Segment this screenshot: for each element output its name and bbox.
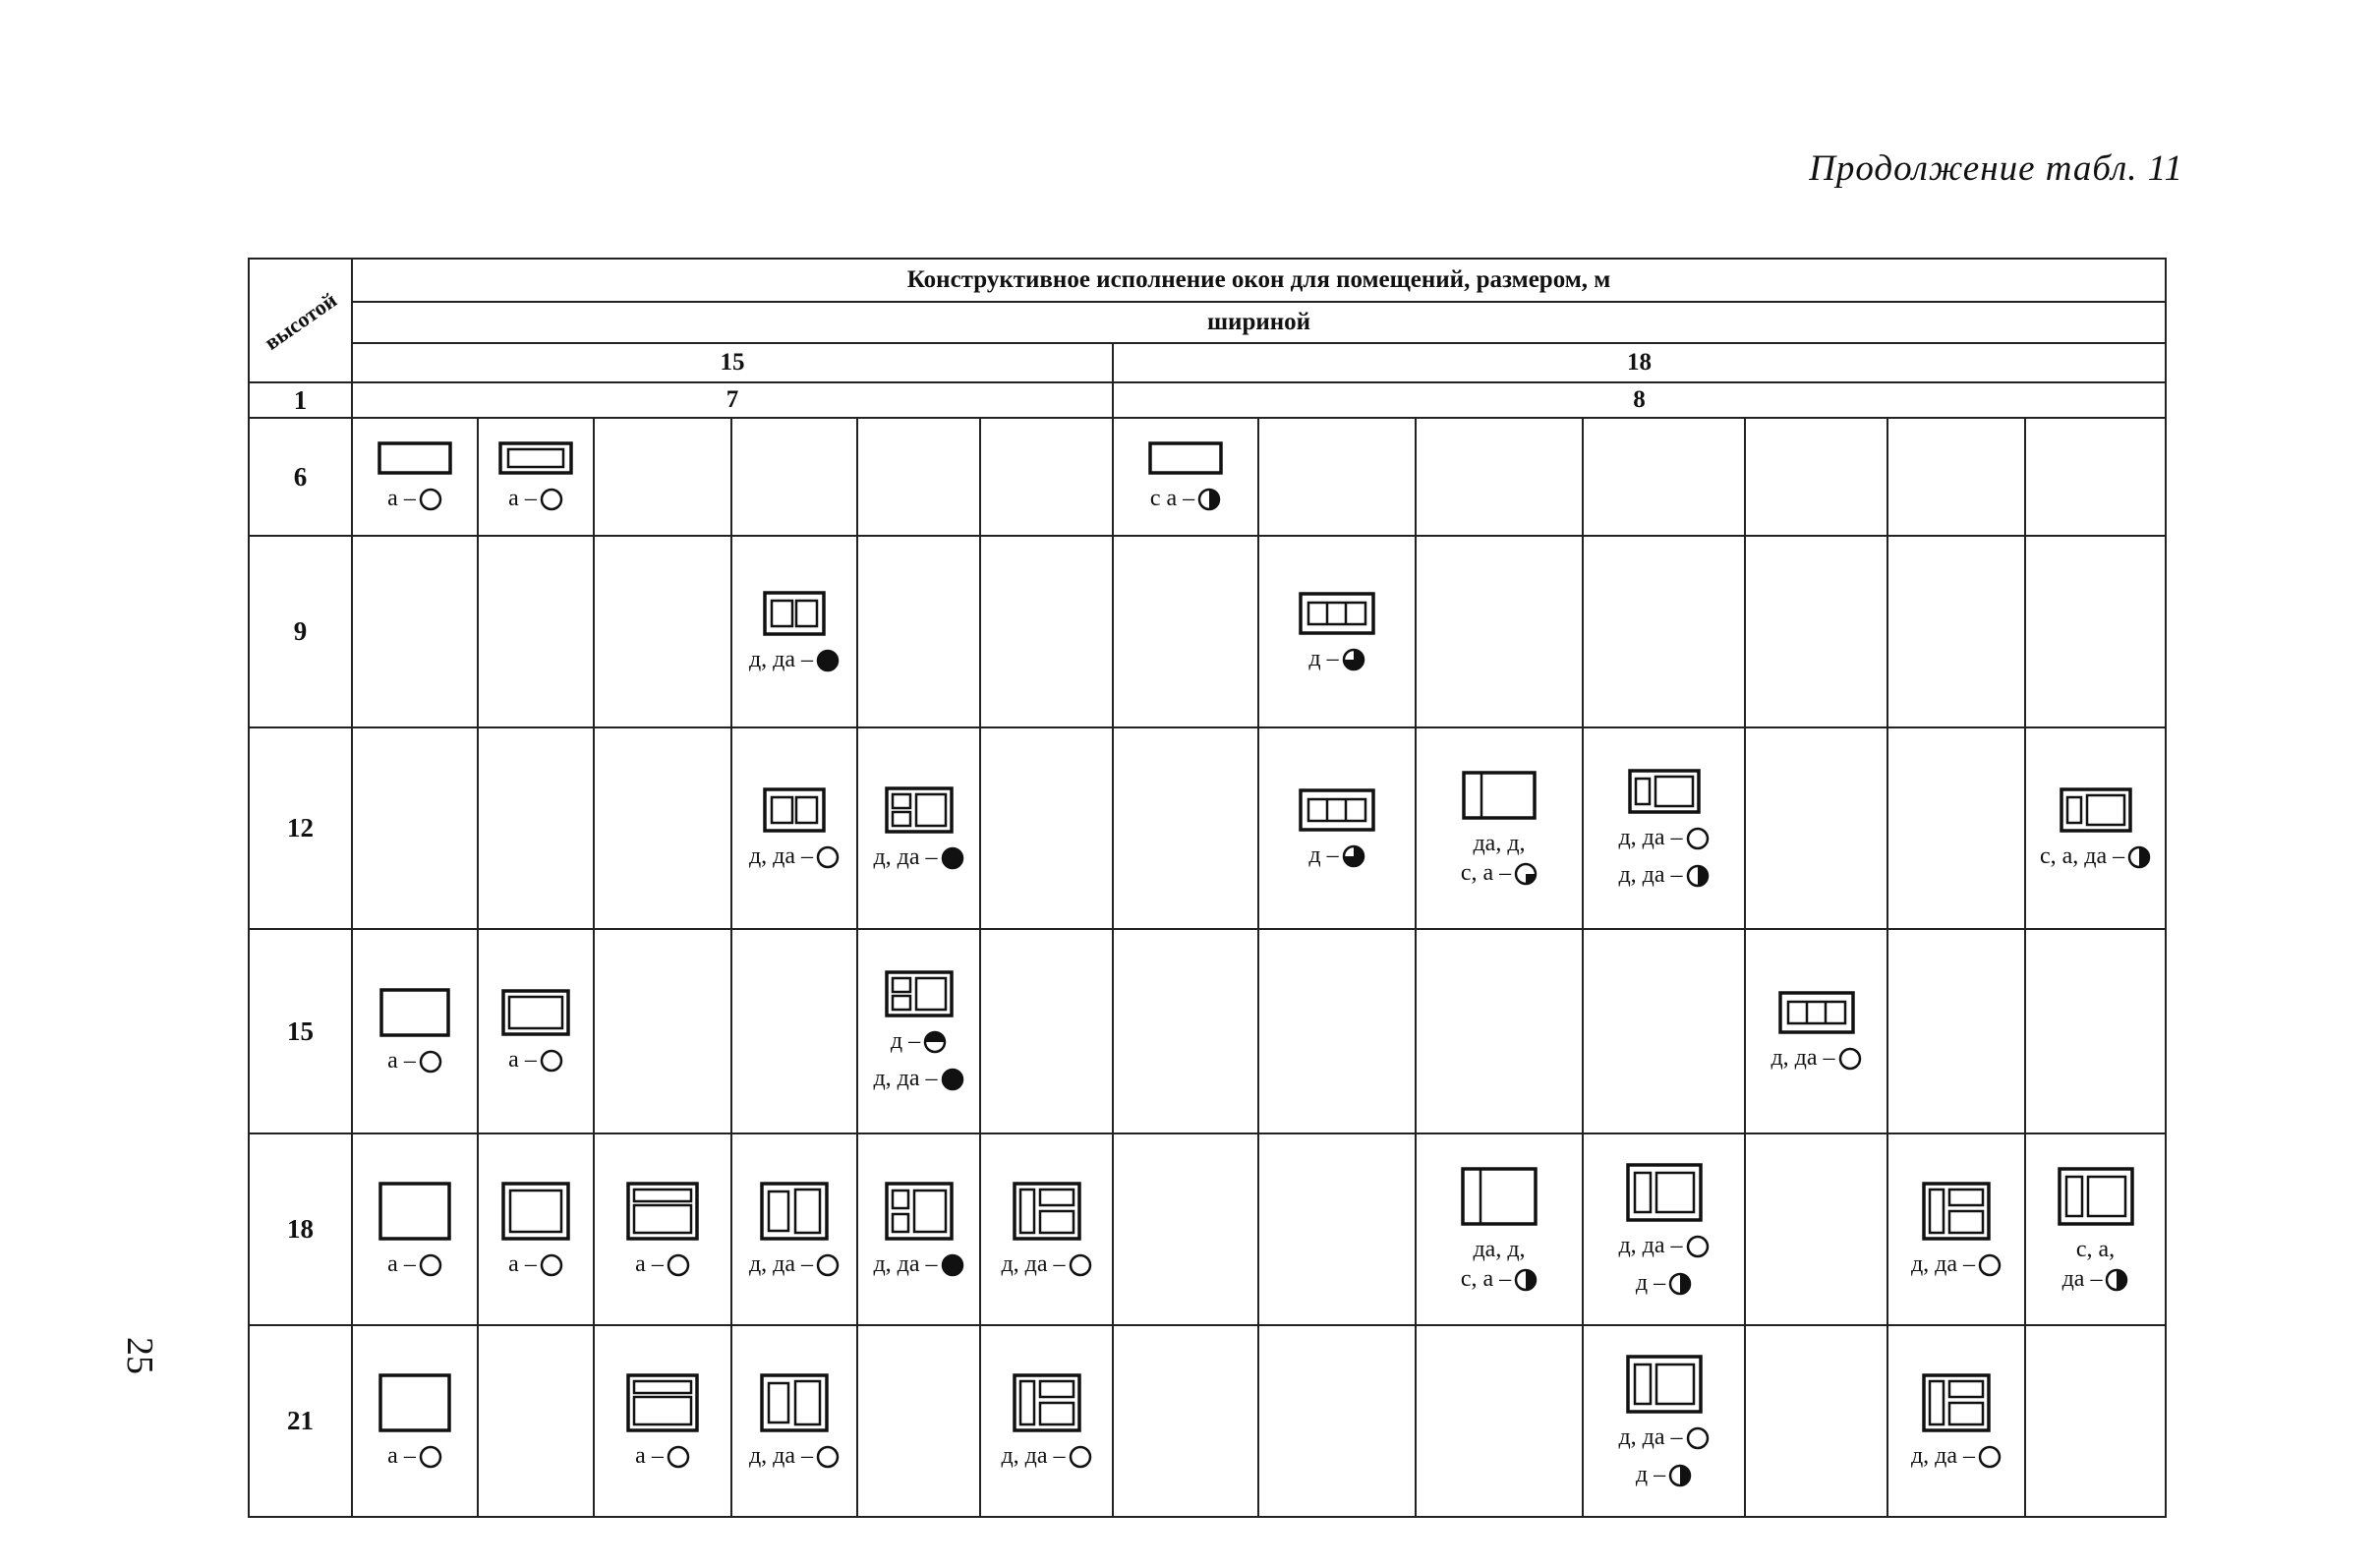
variant-label <box>1001 1441 1091 1471</box>
window-two-inner-tall-icon <box>1625 1162 1704 1223</box>
window-variant <box>353 1372 477 1471</box>
table-cell <box>1887 1133 2025 1325</box>
circle-half-icon <box>1668 1464 1692 1487</box>
row-height-label: 15 <box>249 929 352 1133</box>
window-wide-icon <box>377 440 453 476</box>
variant-label-text: с, а, да – <box>2039 842 2125 869</box>
table-cell <box>1745 929 1887 1133</box>
width-label: шириной <box>352 302 2166 343</box>
table-cell <box>1887 1325 2025 1517</box>
window-variant <box>479 440 593 513</box>
window-variant <box>981 1181 1112 1279</box>
table-cell <box>731 418 857 536</box>
table-cell <box>1887 727 2025 929</box>
circle-empty-icon <box>419 1050 442 1074</box>
window-two-pane-icon <box>762 590 827 637</box>
variant-label-text: д, да – <box>748 646 814 672</box>
table-row <box>249 727 2166 929</box>
window-variant <box>858 1181 979 1279</box>
variant-label <box>1461 1235 1538 1294</box>
variant-label-2 <box>1636 1268 1692 1298</box>
table-row <box>249 418 2166 536</box>
variant-label <box>873 1249 963 1279</box>
variant-label-text: д, да – <box>1910 1250 1976 1277</box>
variant-label-text: д, да – <box>1618 1232 1683 1258</box>
table-cell <box>1583 929 1745 1133</box>
circle-empty-icon <box>816 1253 840 1277</box>
window-variant <box>353 987 477 1075</box>
table-cell <box>980 536 1113 727</box>
row-height-label: 21 <box>249 1325 352 1517</box>
window-variant <box>2026 1166 2165 1294</box>
table-cell <box>2025 929 2166 1133</box>
window-variant <box>1888 1181 2024 1279</box>
table-cell <box>1113 418 1258 536</box>
variant-label-text: а – <box>635 1250 664 1277</box>
window-variant <box>732 590 856 674</box>
variant-label-2 <box>1636 1460 1692 1489</box>
circle-empty-icon <box>1978 1445 2002 1469</box>
table-cell <box>1583 1325 1745 1517</box>
table-cell <box>478 536 594 727</box>
variant-label-text: а – <box>387 1442 416 1469</box>
circle-empty-icon <box>419 1253 442 1277</box>
table-cell <box>857 929 980 1133</box>
variant-label <box>508 1045 563 1074</box>
row-height-label: 12 <box>249 727 352 929</box>
width-group-15: 15 <box>352 343 1113 382</box>
table-cell <box>2025 1325 2166 1517</box>
window-grid-tall-icon <box>884 1181 955 1242</box>
variant-label <box>749 1249 840 1279</box>
table-cell <box>2025 1133 2166 1325</box>
variant-label <box>891 1026 947 1056</box>
subgroup-7: 7 <box>352 382 1113 418</box>
table-cell <box>594 1133 731 1325</box>
table-cell <box>594 727 731 929</box>
table-cell <box>1583 1133 1745 1325</box>
circle-half-icon <box>2127 845 2151 869</box>
row-height-label: 18 <box>249 1133 352 1325</box>
table-cell <box>1258 1325 1416 1517</box>
variant-label-text: с, а, да – <box>2061 1236 2116 1292</box>
table-cell <box>594 418 731 536</box>
corner-cell <box>249 259 352 382</box>
circle-empty-icon <box>816 1445 840 1469</box>
table-cell <box>478 1325 594 1517</box>
table-cell <box>1258 727 1416 929</box>
circle-full-icon <box>941 1068 964 1091</box>
table-cell <box>857 1325 980 1517</box>
variant-label-text: а – <box>387 486 416 511</box>
circle-quarter-icon <box>1514 862 1538 886</box>
variant-label-2 <box>873 1064 963 1093</box>
table-cell <box>352 536 478 727</box>
variant-label <box>1308 841 1364 870</box>
page-number: 25 <box>119 1337 160 1374</box>
table-cell <box>1113 727 1258 929</box>
window-variant <box>1114 440 1257 513</box>
circle-empty-icon <box>1069 1445 1092 1469</box>
variant-label-text: д, да – <box>748 1442 814 1469</box>
window-two-inner-icon <box>2059 786 2133 834</box>
variant-label <box>1911 1249 2002 1279</box>
variant-label <box>1461 829 1538 888</box>
table-cell <box>1258 1133 1416 1325</box>
variant-label-text: а – <box>508 486 537 511</box>
table-cell <box>352 418 478 536</box>
window-variant <box>1259 787 1415 870</box>
table-cell <box>594 1325 731 1517</box>
variant-label-text: д, да – <box>1618 824 1683 850</box>
table-cell <box>731 727 857 929</box>
table-cell <box>594 929 731 1133</box>
window-grid-icon <box>884 785 955 835</box>
variant-label-text: д, да – <box>1001 1250 1066 1277</box>
window-variant <box>1584 768 1744 890</box>
window-variant <box>1417 770 1582 888</box>
variant-label <box>387 484 442 513</box>
window-side-stack-icon <box>1012 1372 1082 1433</box>
variant-label <box>508 1249 563 1279</box>
table-cell <box>980 1325 1113 1517</box>
table-cell <box>2025 727 2166 929</box>
window-side-pane-tall-icon <box>1460 1166 1538 1227</box>
variant-label-2-text: д, да – <box>873 1066 938 1091</box>
table-cell <box>352 1133 478 1325</box>
variant-label <box>1911 1441 2002 1471</box>
window-side-stack-icon <box>1921 1181 1992 1242</box>
window-variant <box>981 1372 1112 1471</box>
table-cell <box>1745 1325 1887 1517</box>
variant-label-text: д, да – <box>748 1250 814 1277</box>
table-row <box>249 536 2166 727</box>
table-cell <box>980 929 1113 1133</box>
window-variant <box>1584 1354 1744 1489</box>
variant-label <box>749 1441 840 1471</box>
circle-empty-icon <box>1686 1426 1710 1450</box>
variant-label <box>635 1441 690 1471</box>
table-cell <box>857 418 980 536</box>
table-cell <box>1416 929 1583 1133</box>
table-cell <box>1416 1133 1583 1325</box>
circle-empty-icon <box>540 1049 563 1073</box>
circle-half-icon <box>1686 864 1710 888</box>
variant-label-text: д, да – <box>748 842 814 869</box>
circle-empty-icon <box>419 488 442 511</box>
circle-empty-icon <box>1838 1047 1862 1071</box>
circle-empty-icon <box>1686 1235 1710 1258</box>
variant-label-text: да, д, с, а – <box>1460 830 1526 886</box>
variant-label <box>749 645 840 674</box>
window-variant <box>479 1181 593 1279</box>
table-cell <box>731 536 857 727</box>
window-two-inner-tall-icon <box>2057 1166 2135 1227</box>
circle-full-icon <box>941 846 964 870</box>
variant-label-text: а – <box>387 1250 416 1277</box>
window-variant <box>1746 990 1887 1073</box>
table-cell <box>980 727 1113 929</box>
window-large-icon <box>378 987 451 1038</box>
row-height-label: 9 <box>249 536 352 727</box>
table-cell <box>1745 418 1887 536</box>
table-cell <box>2025 536 2166 727</box>
variant-label <box>1618 1423 1709 1452</box>
variant-label <box>1150 484 1221 513</box>
table-cell <box>478 1133 594 1325</box>
variant-label <box>508 484 563 513</box>
table-cell <box>1745 1133 1887 1325</box>
table-cell <box>1887 929 2025 1133</box>
window-two-inner-icon <box>1627 768 1702 815</box>
variant-label-2-text: д – <box>1635 1269 1666 1296</box>
variant-label-text: да, д, с, а – <box>1460 1236 1526 1292</box>
table-cell <box>1258 536 1416 727</box>
table-cell <box>478 418 594 536</box>
circle-empty-icon <box>540 1253 563 1277</box>
window-variant <box>858 969 979 1093</box>
circle-half-icon <box>1514 1268 1538 1292</box>
circle-empty-icon <box>816 845 840 869</box>
window-stack-icon <box>625 1181 700 1242</box>
table-cell <box>1113 1325 1258 1517</box>
window-variant <box>1259 591 1415 673</box>
window-design-table <box>248 258 2167 1518</box>
table-cell <box>980 1133 1113 1325</box>
table-cell <box>1258 929 1416 1133</box>
table-cell <box>980 418 1113 536</box>
table-continuation-caption: Продолжение табл. 11 <box>1809 148 2183 189</box>
variant-label <box>1618 823 1709 852</box>
table-cell <box>594 536 731 727</box>
table-cell <box>352 727 478 929</box>
window-large-inner-icon <box>500 988 571 1037</box>
variant-label-text: д, да – <box>1618 1423 1683 1450</box>
variant-label-2-text: д, да – <box>1618 861 1683 888</box>
row-height-label: 6 <box>249 418 352 536</box>
circle-empty-icon <box>1069 1253 1092 1277</box>
window-two-pane-tall-icon <box>759 1372 830 1433</box>
variant-label-text: с а – <box>1149 486 1195 511</box>
table-cell <box>1113 536 1258 727</box>
variant-label <box>749 842 840 871</box>
window-stack-icon <box>625 1372 700 1433</box>
window-wide-inner-icon <box>497 440 574 476</box>
variant-label-2-text: д – <box>1635 1461 1666 1487</box>
window-variant <box>595 1181 730 1279</box>
variant-label-text: а – <box>508 1250 537 1277</box>
circle-empty-icon <box>1686 827 1710 850</box>
variant-label-text: д, да – <box>1910 1442 1976 1469</box>
table-row <box>249 929 2166 1133</box>
circle-empty-icon <box>667 1253 690 1277</box>
circle-full-icon <box>941 1253 964 1277</box>
variant-label-text: д – <box>890 1028 921 1054</box>
variant-label-text: а – <box>387 1048 416 1074</box>
window-variant <box>595 1372 730 1471</box>
window-square-inner-icon <box>500 1181 571 1242</box>
window-variant <box>1417 1166 1582 1294</box>
table-cell <box>478 727 594 929</box>
table-row <box>249 1325 2166 1517</box>
corner-label: высотой <box>259 287 341 355</box>
window-two-pane-tall-icon <box>759 1181 830 1242</box>
variant-label-text: а – <box>508 1047 537 1073</box>
variant-label <box>2062 1235 2129 1294</box>
circle-empty-icon <box>540 488 563 511</box>
table-cell <box>857 1133 980 1325</box>
table-cell <box>731 1325 857 1517</box>
window-side-pane-icon <box>1461 770 1538 821</box>
window-wide-icon <box>1147 440 1224 476</box>
circle-half-icon <box>1197 488 1221 511</box>
variant-label <box>1001 1249 1091 1279</box>
window-variant <box>2026 786 2165 871</box>
variant-label-2 <box>1618 860 1709 890</box>
table-cell <box>1745 536 1887 727</box>
window-grid-icon <box>884 969 955 1018</box>
circle-three-quarter-icon <box>1342 844 1365 868</box>
window-three-pane-icon <box>1777 990 1856 1035</box>
circle-halfbar-icon <box>923 1030 947 1054</box>
variant-label-text: д – <box>1308 645 1339 671</box>
window-variant <box>1584 1162 1744 1298</box>
variant-label <box>635 1249 690 1279</box>
variant-label-text: а – <box>635 1442 664 1469</box>
circle-empty-icon <box>1978 1253 2002 1277</box>
circle-half-icon <box>2105 1268 2128 1292</box>
table-cell <box>1745 727 1887 929</box>
circle-full-icon <box>816 649 840 672</box>
window-variant <box>732 1372 856 1471</box>
table-cell <box>1416 536 1583 727</box>
table-cell <box>1583 418 1745 536</box>
circle-three-quarter-icon <box>1342 648 1365 671</box>
window-variant <box>1888 1372 2024 1471</box>
table-row <box>249 1133 2166 1325</box>
window-variant <box>353 440 477 513</box>
table-cell <box>1887 418 2025 536</box>
table-cell <box>1583 536 1745 727</box>
width-group-18: 18 <box>1113 343 2166 382</box>
variant-label <box>873 842 963 872</box>
window-variant <box>479 988 593 1074</box>
col1-label: 1 <box>249 382 352 418</box>
window-two-pane-icon <box>762 786 827 834</box>
table-cell <box>1113 1133 1258 1325</box>
variant-label <box>2040 842 2151 871</box>
table-cell <box>1887 536 2025 727</box>
variant-label <box>1770 1043 1861 1073</box>
variant-label <box>387 1441 442 1471</box>
window-variant <box>353 1181 477 1279</box>
window-variant <box>858 785 979 872</box>
table-cell <box>857 727 980 929</box>
variant-label-text: д – <box>1308 842 1339 868</box>
variant-label-text: д, да – <box>1770 1045 1835 1071</box>
table-cell <box>731 929 857 1133</box>
table-cell <box>731 1133 857 1325</box>
window-two-inner-tall-icon <box>1625 1354 1704 1415</box>
table-cell <box>1258 418 1416 536</box>
variant-label <box>1308 644 1364 673</box>
variant-label-text: д, да – <box>873 1250 938 1277</box>
window-variant <box>732 786 856 871</box>
circle-empty-icon <box>419 1445 442 1469</box>
window-square-icon <box>377 1372 452 1433</box>
table-cell <box>1416 1325 1583 1517</box>
table-cell <box>1416 418 1583 536</box>
table-cell <box>1416 727 1583 929</box>
table-cell <box>1583 727 1745 929</box>
table-cell <box>352 1325 478 1517</box>
variant-label <box>387 1046 442 1075</box>
table-title: Конструктивное исполнение окон для помещений, размером, м <box>352 259 2166 302</box>
table-cell <box>2025 418 2166 536</box>
window-variant <box>732 1181 856 1279</box>
window-three-pane-icon <box>1298 591 1376 636</box>
table-cell <box>1113 929 1258 1133</box>
variant-label <box>1618 1231 1709 1260</box>
table-cell <box>352 929 478 1133</box>
variant-label-text: д, да – <box>873 843 938 870</box>
circle-empty-icon <box>667 1445 690 1469</box>
window-side-stack-icon <box>1921 1372 1992 1433</box>
variant-label-text: д, да – <box>1001 1442 1066 1469</box>
subgroup-8: 8 <box>1113 382 2166 418</box>
circle-half-icon <box>1668 1272 1692 1296</box>
window-three-pane-icon <box>1298 787 1376 833</box>
table-cell <box>478 929 594 1133</box>
window-square-icon <box>377 1181 452 1242</box>
variant-label <box>387 1249 442 1279</box>
table-cell <box>857 536 980 727</box>
window-side-stack-icon <box>1012 1181 1082 1242</box>
